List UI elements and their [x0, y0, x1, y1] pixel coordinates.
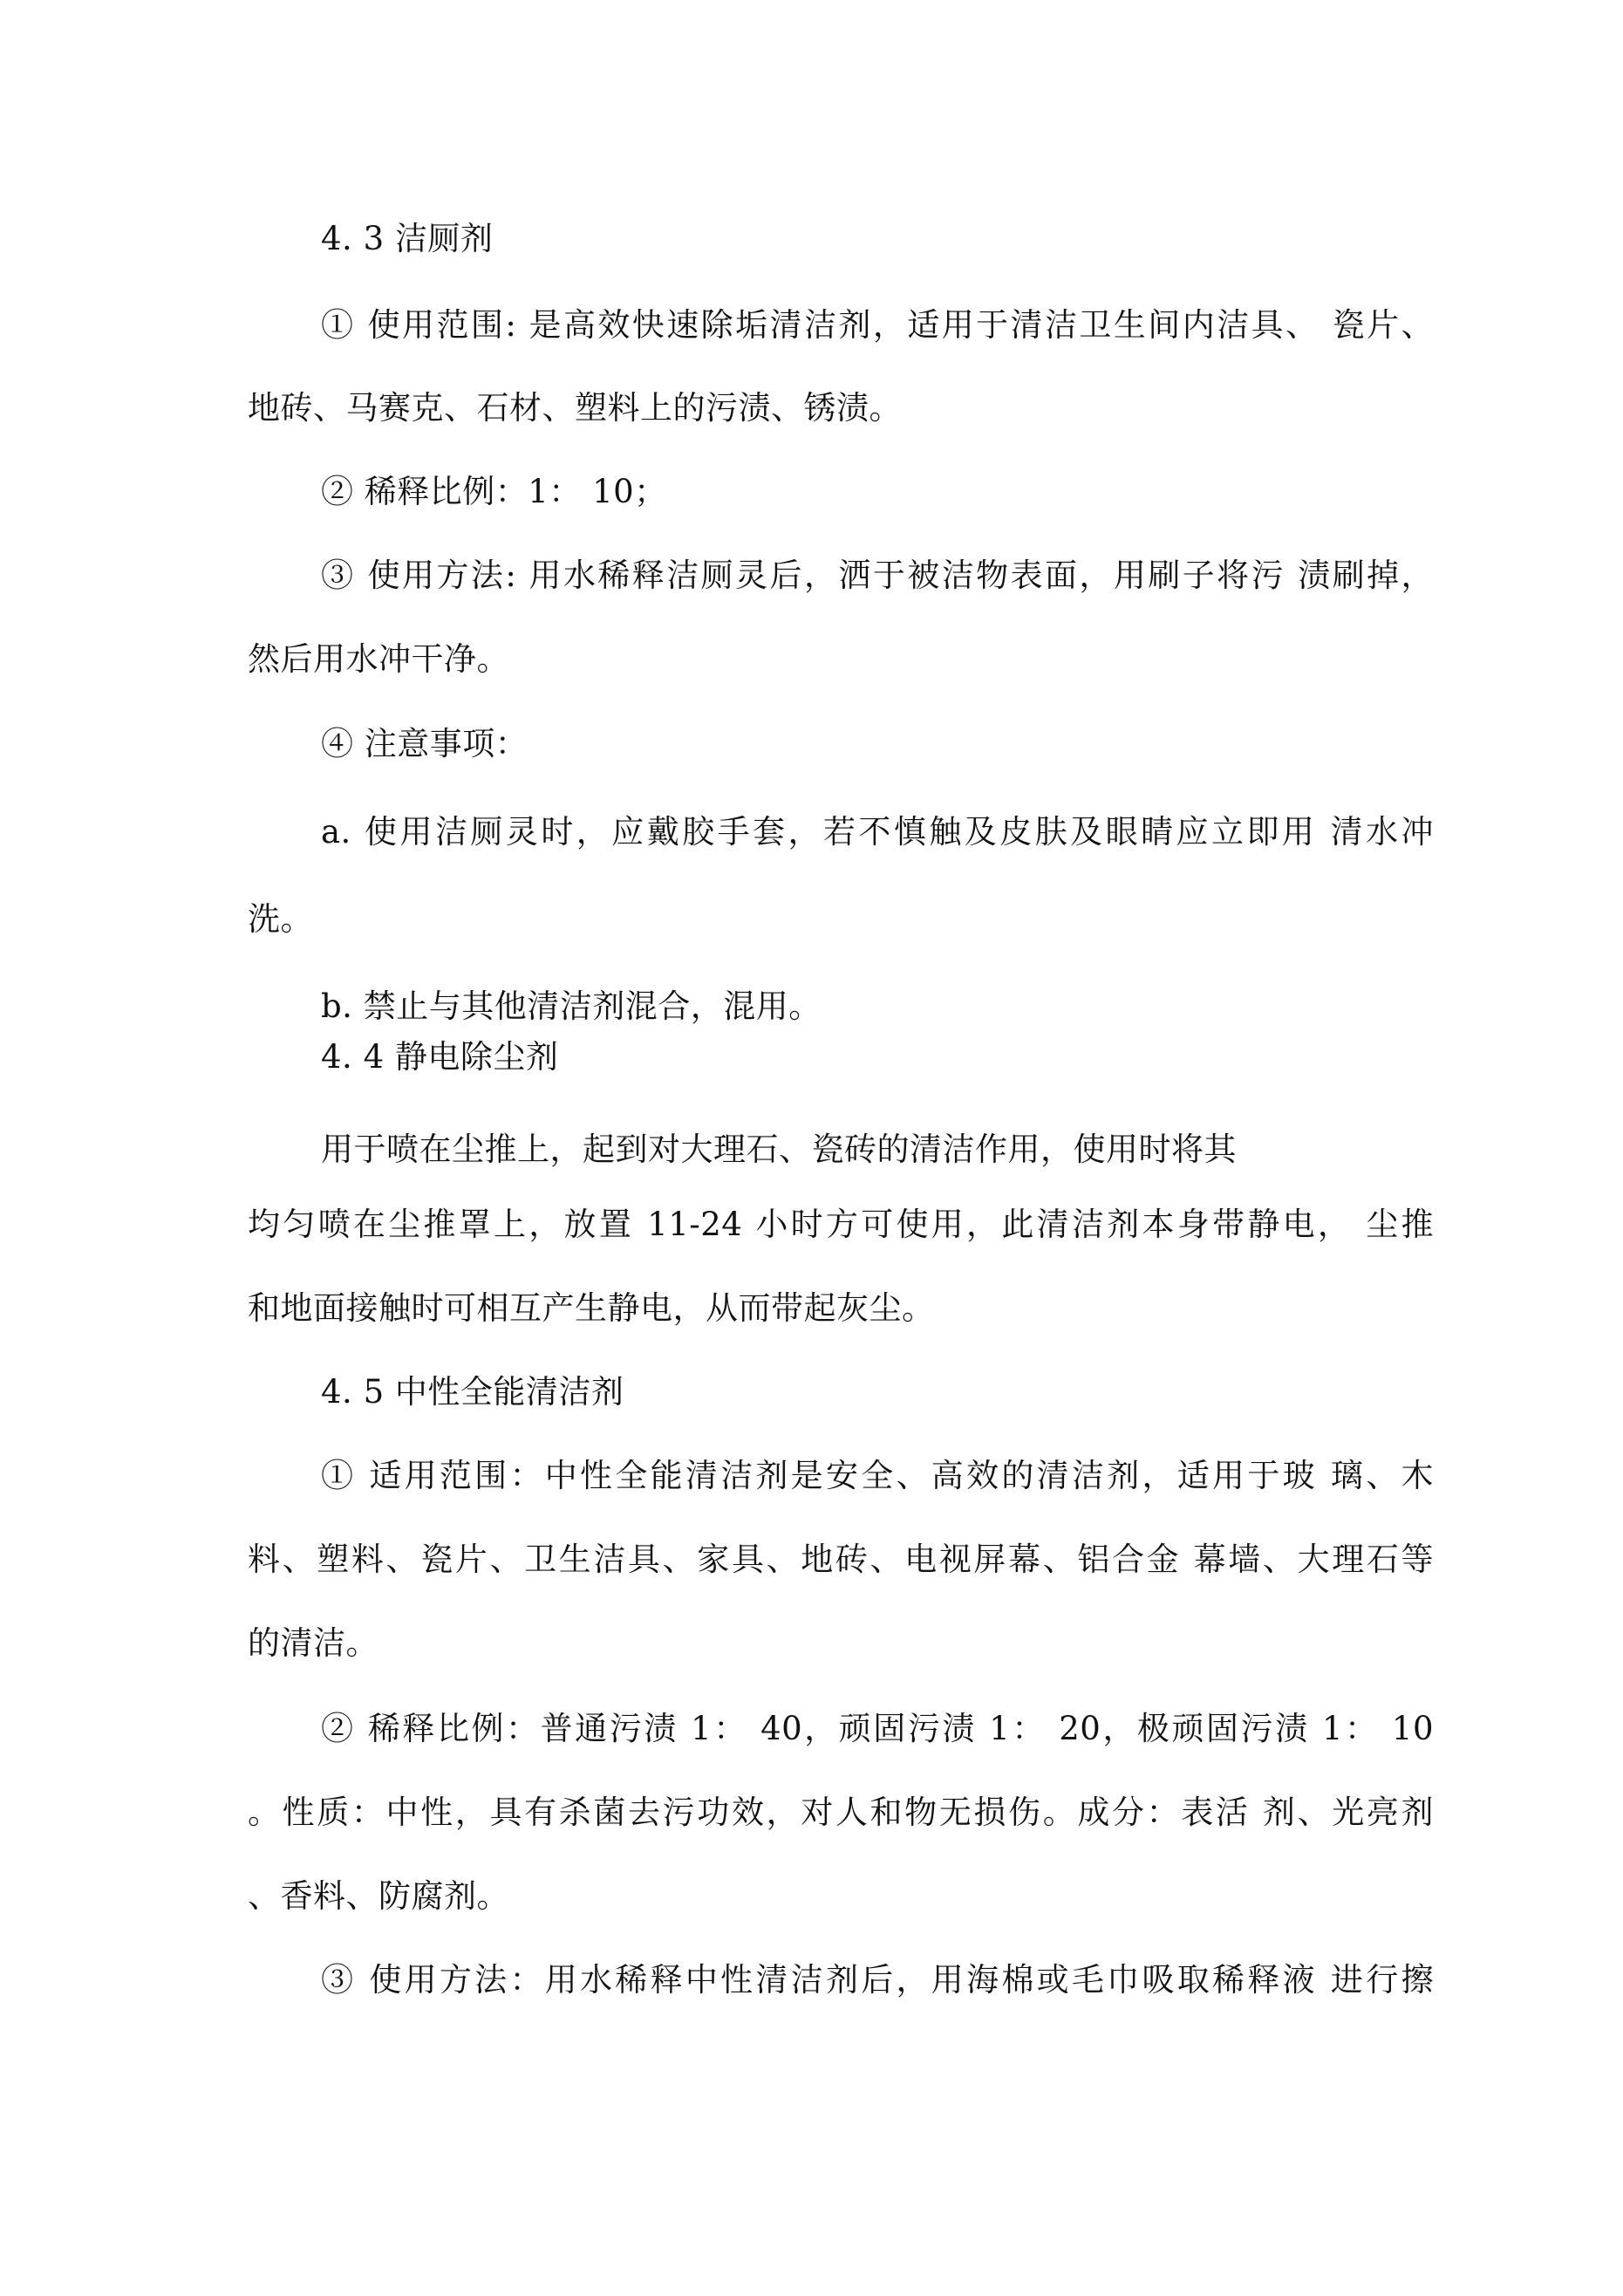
paragraph-line: 的清洁。: [248, 1624, 378, 1662]
paragraph-line: 洗。: [248, 900, 313, 938]
paragraph-line: ② 稀释比例：1： 10；: [321, 473, 667, 510]
paragraph-line: ① 使用范围: 是高效快速除垢清洁剂，适用于清洁卫生间内洁具、 瓷片、: [321, 306, 1434, 344]
paragraph-line: 均匀喷在尘推罩上，放置 11-24 小时方可使用，此清洁剂本身带静电， 尘推: [248, 1206, 1434, 1243]
paragraph-line: 和地面接触时可相互产生静电，从而带起灰尘。: [248, 1289, 935, 1327]
section-heading-4-3: 4. 3 洁厕剂: [321, 220, 494, 257]
paragraph-line: 用于喷在尘推上，起到对大理石、瓷砖的清洁作用，使用时将其: [321, 1131, 1237, 1168]
paragraph-line: 。性质：中性，具有杀菌去污功效，对人和物无损伤。成分：表活 剂、光亮剂: [248, 1794, 1434, 1831]
paragraph-line: 、香料、防腐剂。: [248, 1877, 509, 1915]
paragraph-line: ② 稀释比例：普通污渍 1： 40，顽固污渍 1： 20，极顽固污渍 1： 10: [321, 1710, 1434, 1747]
section-heading-4-4: 4. 4 静电除尘剂: [321, 1038, 559, 1076]
section-heading-4-5: 4. 5 中性全能清洁剂: [321, 1373, 624, 1411]
paragraph-line: 然后用水冲干净。: [248, 640, 509, 678]
paragraph-line: ③ 使用方法：用水稀释中性清洁剂后，用海棉或毛巾吸取稀释液 进行擦: [321, 1961, 1434, 1999]
paragraph-line: 料、塑料、瓷片、卫生洁具、家具、地砖、电视屏幕、铝合金 幕墙、大理石等: [248, 1541, 1434, 1578]
paragraph-line: a. 使用洁厕灵时，应戴胶手套，若不慎触及皮肤及眼睛应立即用 清水冲: [321, 813, 1434, 851]
paragraph-line: ④ 注意事项：: [321, 725, 528, 762]
paragraph-line: b. 禁止与其他清洁剂混合，混用。: [321, 987, 822, 1025]
paragraph-line: ① 适用范围：中性全能清洁剂是安全、高效的清洁剂，适用于玻 璃、木: [321, 1457, 1434, 1494]
paragraph-line: ③ 使用方法: 用水稀释洁厕灵后，洒于被洁物表面，用刷子将污 渍刷掉，: [321, 557, 1434, 594]
paragraph-line: 地砖、马赛克、石材、塑料上的污渍、锈渍。: [248, 389, 902, 427]
